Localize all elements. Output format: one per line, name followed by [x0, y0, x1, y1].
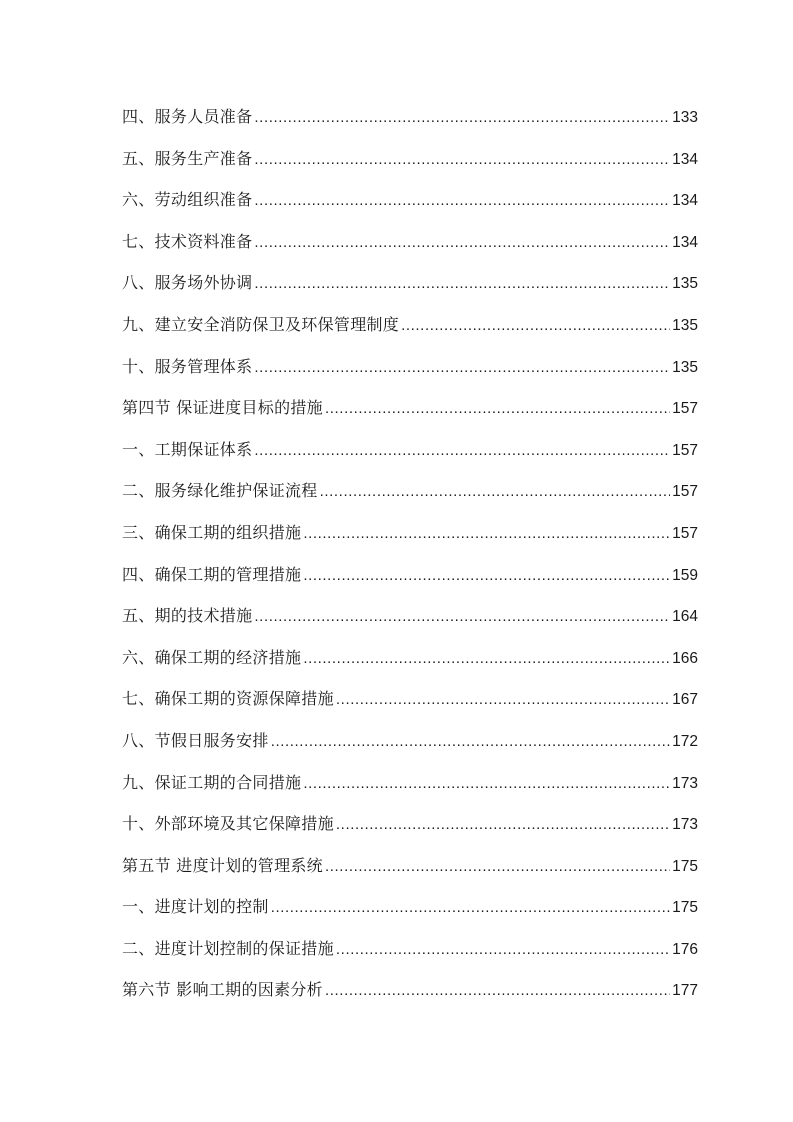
toc-dot-leader	[254, 222, 670, 264]
toc-entry-title: 第五节 进度计划的管理系统	[122, 855, 323, 875]
toc-entry-title: 十、服务管理体系	[122, 356, 253, 376]
toc-entry-title: 九、建立安全消防保卫及环保管理制度	[122, 314, 400, 334]
toc-entry-title: 四、确保工期的管理措施	[122, 564, 302, 584]
toc-page-number: 157	[672, 400, 698, 418]
toc-page-number: 176	[672, 940, 698, 958]
toc-dot-leader	[336, 679, 670, 721]
toc-dot-leader	[254, 139, 670, 181]
toc-entry[interactable]	[122, 762, 698, 804]
toc-entry[interactable]	[122, 554, 698, 596]
toc-entry[interactable]	[122, 512, 698, 554]
toc-entry[interactable]	[122, 595, 698, 637]
toc-dot-leader	[254, 347, 670, 389]
toc-dot-leader	[320, 471, 671, 513]
toc-page-number: 135	[672, 275, 698, 293]
toc-entry-title: 十、外部环境及其它保障措施	[122, 814, 334, 834]
toc-entry-title: 九、保证工期的合同措施	[122, 772, 302, 792]
toc-page-number: 166	[672, 649, 698, 667]
toc-dot-leader	[336, 929, 670, 971]
toc-dot-leader	[303, 763, 670, 805]
toc-dot-leader	[254, 97, 670, 139]
toc-dot-leader	[254, 180, 670, 222]
toc-entry-title: 一、工期保证体系	[122, 439, 253, 459]
toc-entry-title: 五、服务生产准备	[122, 148, 253, 168]
toc-page-number: 133	[672, 109, 698, 126]
toc-page-number: 135	[672, 358, 698, 376]
toc-page-number: 134	[672, 150, 698, 168]
toc-page-number: 134	[672, 192, 698, 210]
toc-entry[interactable]	[122, 179, 698, 221]
toc-entry[interactable]	[122, 720, 698, 762]
toc-page-number: 167	[672, 691, 698, 709]
toc-entry-title: 六、劳动组织准备	[122, 190, 253, 210]
toc-entry-title: 第六节 影响工期的因素分析	[122, 980, 323, 1000]
toc-dot-leader	[325, 970, 670, 1012]
toc-entry[interactable]	[122, 387, 698, 429]
toc-dot-leader	[303, 638, 670, 680]
toc-dot-leader	[401, 305, 670, 347]
toc-page-number: 173	[672, 816, 698, 834]
toc-page-number: 164	[672, 608, 698, 626]
toc-entry[interactable]	[122, 96, 698, 138]
toc-page-number: 157	[672, 483, 698, 501]
toc-entry[interactable]	[122, 304, 698, 346]
toc-page-number: 159	[672, 566, 698, 584]
toc-entry-title: 一、进度计划的控制	[122, 897, 269, 917]
toc-page-number: 134	[672, 233, 698, 251]
toc-entry[interactable]	[122, 678, 698, 720]
toc-page-number: 172	[672, 732, 698, 750]
toc-entry[interactable]	[122, 346, 698, 388]
toc-dot-leader	[303, 555, 670, 597]
toc-entry-title: 二、进度计划控制的保证措施	[122, 938, 334, 958]
toc-entry-title: 六、确保工期的经济措施	[122, 647, 302, 667]
toc-entry-title: 四、服务人员准备	[122, 107, 253, 126]
toc-dot-leader	[254, 596, 670, 638]
toc-entry-title: 三、确保工期的组织措施	[122, 522, 302, 542]
toc-entry[interactable]	[122, 928, 698, 970]
toc-page-number: 177	[672, 982, 698, 1000]
toc-entry-title: 第四节 保证进度目标的措施	[122, 398, 323, 418]
toc-page-number: 157	[672, 524, 698, 542]
toc-entry[interactable]	[122, 803, 698, 845]
toc-entry[interactable]	[122, 470, 698, 512]
toc-dot-leader	[325, 846, 670, 888]
toc-entry[interactable]	[122, 138, 698, 180]
toc-dot-leader	[271, 721, 670, 763]
toc-entry[interactable]	[122, 637, 698, 679]
toc-entry[interactable]	[122, 969, 698, 1011]
toc-dot-leader	[254, 430, 670, 472]
toc-page-number: 175	[672, 857, 698, 875]
toc-entry-title: 八、服务场外协调	[122, 273, 253, 293]
toc-entry-title: 五、期的技术措施	[122, 606, 253, 626]
toc-page-number: 157	[672, 441, 698, 459]
toc-entry[interactable]	[122, 262, 698, 304]
toc-entry[interactable]	[122, 429, 698, 471]
toc-page-number: 135	[672, 316, 698, 334]
toc-page-number: 173	[672, 774, 698, 792]
toc-entry-title: 二、服务绿化维护保证流程	[122, 481, 318, 501]
table-of-contents	[122, 96, 698, 1011]
toc-dot-leader	[303, 513, 670, 555]
toc-dot-leader	[271, 887, 670, 929]
toc-dot-leader	[325, 388, 670, 430]
toc-entry-title: 八、节假日服务安排	[122, 730, 269, 750]
toc-entry[interactable]	[122, 886, 698, 928]
toc-page-number: 175	[672, 899, 698, 917]
toc-entry-title: 七、确保工期的资源保障措施	[122, 689, 334, 709]
toc-entry[interactable]	[122, 845, 698, 887]
toc-dot-leader	[336, 804, 670, 846]
toc-entry-title: 七、技术资料准备	[122, 231, 253, 251]
toc-entry[interactable]	[122, 221, 698, 263]
toc-dot-leader	[254, 263, 670, 305]
